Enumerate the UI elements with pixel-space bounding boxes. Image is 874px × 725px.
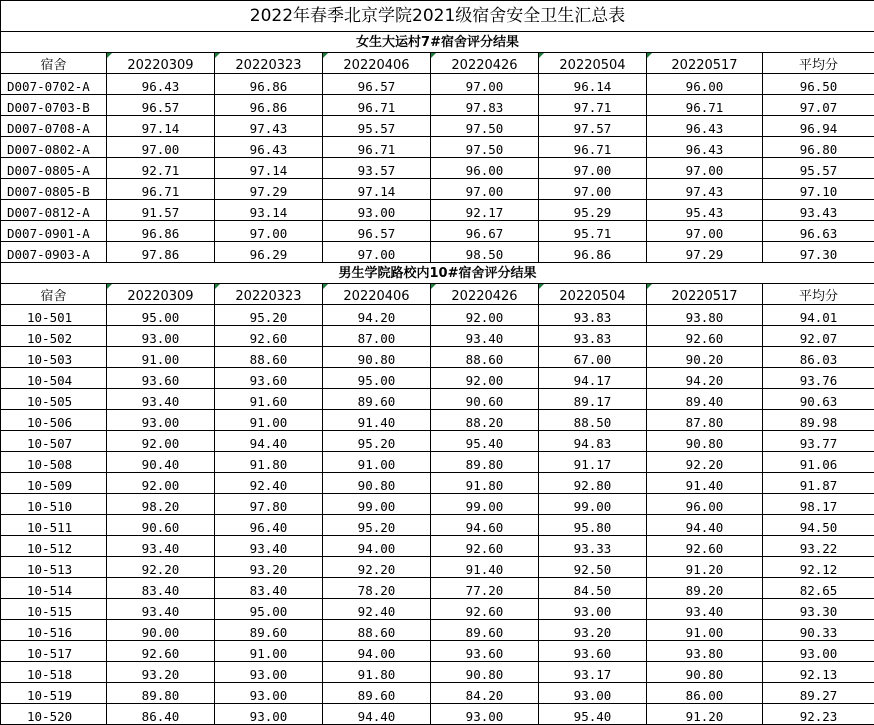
score-cell: 94.20 bbox=[323, 305, 431, 326]
score-cell: 96.71 bbox=[539, 137, 647, 158]
score-cell: 95.29 bbox=[539, 200, 647, 221]
table-row bbox=[1, 641, 874, 662]
average-cell: 92.23 bbox=[763, 704, 874, 725]
score-cell: 67.00 bbox=[539, 347, 647, 368]
section-header-row bbox=[1, 263, 874, 284]
column-header-date: 20220323 bbox=[215, 53, 323, 74]
room-cell: D007-0702-A bbox=[1, 74, 107, 95]
score-cell: 93.17 bbox=[539, 662, 647, 683]
room-cell: 10-519 bbox=[1, 683, 107, 704]
room-cell: D007-0703-B bbox=[1, 95, 107, 116]
score-cell: 83.40 bbox=[215, 578, 323, 599]
score-cell: 96.86 bbox=[215, 74, 323, 95]
score-cell: 89.80 bbox=[107, 683, 215, 704]
room-cell: D007-0802-A bbox=[1, 137, 107, 158]
column-header-date: 20220406 bbox=[323, 284, 431, 305]
score-cell: 91.80 bbox=[431, 473, 539, 494]
column-header-date: 20220309 bbox=[107, 53, 215, 74]
score-cell: 92.00 bbox=[107, 473, 215, 494]
score-cell: 97.00 bbox=[539, 179, 647, 200]
score-cell: 91.20 bbox=[647, 704, 763, 725]
score-cell: 92.17 bbox=[431, 200, 539, 221]
score-cell: 96.00 bbox=[647, 494, 763, 515]
score-cell: 87.80 bbox=[647, 410, 763, 431]
section-title: 男生学院路校内10#宿舍评分结果 bbox=[1, 263, 874, 284]
score-cell: 93.40 bbox=[107, 536, 215, 557]
score-cell: 92.20 bbox=[107, 557, 215, 578]
room-cell: 10-516 bbox=[1, 620, 107, 641]
table-row bbox=[1, 515, 874, 536]
average-cell: 90.33 bbox=[763, 620, 874, 641]
score-cell: 95.00 bbox=[215, 599, 323, 620]
room-cell: 10-518 bbox=[1, 662, 107, 683]
score-cell: 90.80 bbox=[323, 473, 431, 494]
score-cell: 93.80 bbox=[647, 305, 763, 326]
score-cell: 97.86 bbox=[107, 242, 215, 263]
score-cell: 89.20 bbox=[647, 578, 763, 599]
score-cell: 92.80 bbox=[539, 473, 647, 494]
score-cell: 99.00 bbox=[431, 494, 539, 515]
column-header-room: 宿舍 bbox=[1, 53, 107, 74]
score-cell: 94.83 bbox=[539, 431, 647, 452]
column-header-date: 20220504 bbox=[539, 53, 647, 74]
average-cell: 82.65 bbox=[763, 578, 874, 599]
table-row bbox=[1, 200, 874, 221]
table-row bbox=[1, 410, 874, 431]
score-cell: 91.40 bbox=[323, 410, 431, 431]
score-cell: 94.40 bbox=[323, 704, 431, 725]
column-header-date: 20220406 bbox=[323, 53, 431, 74]
average-cell: 94.01 bbox=[763, 305, 874, 326]
score-cell: 77.20 bbox=[431, 578, 539, 599]
score-cell: 94.17 bbox=[539, 368, 647, 389]
average-cell: 93.22 bbox=[763, 536, 874, 557]
room-cell: 10-501 bbox=[1, 305, 107, 326]
score-cell: 95.40 bbox=[539, 704, 647, 725]
score-cell: 96.71 bbox=[647, 95, 763, 116]
table-row bbox=[1, 578, 874, 599]
average-cell: 98.17 bbox=[763, 494, 874, 515]
table-row bbox=[1, 137, 874, 158]
score-cell: 97.71 bbox=[539, 95, 647, 116]
average-cell: 90.63 bbox=[763, 389, 874, 410]
table-row bbox=[1, 158, 874, 179]
room-cell: 10-507 bbox=[1, 431, 107, 452]
score-cell: 92.50 bbox=[539, 557, 647, 578]
score-cell: 96.57 bbox=[323, 74, 431, 95]
score-cell: 93.40 bbox=[215, 536, 323, 557]
table-row bbox=[1, 389, 874, 410]
average-cell: 93.77 bbox=[763, 431, 874, 452]
score-cell: 96.71 bbox=[323, 95, 431, 116]
average-cell: 92.07 bbox=[763, 326, 874, 347]
room-cell: 10-510 bbox=[1, 494, 107, 515]
score-cell: 93.00 bbox=[107, 326, 215, 347]
score-cell: 91.17 bbox=[539, 452, 647, 473]
score-cell: 93.60 bbox=[107, 368, 215, 389]
score-cell: 92.60 bbox=[647, 326, 763, 347]
score-cell: 93.33 bbox=[539, 536, 647, 557]
average-cell: 92.13 bbox=[763, 662, 874, 683]
column-header-date: 20220426 bbox=[431, 53, 539, 74]
score-cell: 94.20 bbox=[647, 368, 763, 389]
table-row bbox=[1, 620, 874, 641]
score-cell: 92.60 bbox=[431, 599, 539, 620]
score-cell: 92.00 bbox=[107, 431, 215, 452]
table-row bbox=[1, 74, 874, 95]
table-row bbox=[1, 221, 874, 242]
score-cell: 93.00 bbox=[431, 704, 539, 725]
score-cell: 93.00 bbox=[539, 683, 647, 704]
room-cell: 10-505 bbox=[1, 389, 107, 410]
score-cell: 97.29 bbox=[647, 242, 763, 263]
score-cell: 94.00 bbox=[323, 641, 431, 662]
score-cell: 92.40 bbox=[323, 599, 431, 620]
table-row bbox=[1, 452, 874, 473]
score-cell: 95.40 bbox=[431, 431, 539, 452]
column-header-room: 宿舍 bbox=[1, 284, 107, 305]
score-cell: 91.20 bbox=[647, 557, 763, 578]
column-header-date: 20220517 bbox=[647, 53, 763, 74]
room-cell: D007-0805-A bbox=[1, 158, 107, 179]
score-cell: 97.00 bbox=[107, 137, 215, 158]
column-header-average: 平均分 bbox=[763, 284, 874, 305]
room-cell: 10-502 bbox=[1, 326, 107, 347]
score-cell: 93.00 bbox=[107, 410, 215, 431]
score-cell: 96.43 bbox=[215, 137, 323, 158]
room-cell: D007-0903-A bbox=[1, 242, 107, 263]
score-cell: 89.40 bbox=[647, 389, 763, 410]
score-cell: 92.60 bbox=[107, 641, 215, 662]
room-cell: D007-0901-A bbox=[1, 221, 107, 242]
room-cell: 10-508 bbox=[1, 452, 107, 473]
score-cell: 92.00 bbox=[431, 368, 539, 389]
column-header-date: 20220309 bbox=[107, 284, 215, 305]
average-cell: 89.98 bbox=[763, 410, 874, 431]
room-cell: D007-0805-B bbox=[1, 179, 107, 200]
score-cell: 96.86 bbox=[107, 221, 215, 242]
average-cell: 94.50 bbox=[763, 515, 874, 536]
score-cell: 93.20 bbox=[107, 662, 215, 683]
score-cell: 93.20 bbox=[539, 620, 647, 641]
section-header-row bbox=[1, 32, 874, 53]
score-cell: 93.00 bbox=[215, 683, 323, 704]
score-cell: 97.00 bbox=[323, 242, 431, 263]
score-cell: 97.83 bbox=[431, 95, 539, 116]
score-cell: 78.20 bbox=[323, 578, 431, 599]
score-cell: 88.60 bbox=[323, 620, 431, 641]
score-cell: 97.57 bbox=[539, 116, 647, 137]
score-cell: 84.50 bbox=[539, 578, 647, 599]
table-row bbox=[1, 347, 874, 368]
average-cell: 93.30 bbox=[763, 599, 874, 620]
score-cell: 97.50 bbox=[431, 116, 539, 137]
room-cell: 10-511 bbox=[1, 515, 107, 536]
score-cell: 98.50 bbox=[431, 242, 539, 263]
score-cell: 93.80 bbox=[647, 641, 763, 662]
room-cell: D007-0812-A bbox=[1, 200, 107, 221]
score-cell: 92.40 bbox=[215, 473, 323, 494]
score-cell: 91.40 bbox=[431, 557, 539, 578]
table-row bbox=[1, 95, 874, 116]
average-cell: 95.57 bbox=[763, 158, 874, 179]
score-cell: 93.83 bbox=[539, 326, 647, 347]
score-cell: 97.29 bbox=[215, 179, 323, 200]
score-cell: 89.60 bbox=[323, 683, 431, 704]
section-title: 女生大运村7#宿舍评分结果 bbox=[1, 32, 874, 53]
room-cell: 10-520 bbox=[1, 704, 107, 725]
score-cell: 96.67 bbox=[431, 221, 539, 242]
average-cell: 93.00 bbox=[763, 641, 874, 662]
average-cell: 96.50 bbox=[763, 74, 874, 95]
sheet-title: 2022年春季北京学院2021级宿舍安全卫生汇总表 bbox=[1, 1, 874, 32]
average-cell: 97.07 bbox=[763, 95, 874, 116]
average-cell: 91.87 bbox=[763, 473, 874, 494]
score-cell: 93.60 bbox=[215, 368, 323, 389]
column-header-row bbox=[1, 53, 874, 74]
score-cell: 92.60 bbox=[647, 536, 763, 557]
score-cell: 91.00 bbox=[107, 347, 215, 368]
score-cell: 98.20 bbox=[107, 494, 215, 515]
score-cell: 93.83 bbox=[539, 305, 647, 326]
score-cell: 92.71 bbox=[107, 158, 215, 179]
score-cell: 90.60 bbox=[431, 389, 539, 410]
column-header-date: 20220323 bbox=[215, 284, 323, 305]
score-cell: 95.00 bbox=[107, 305, 215, 326]
table-row bbox=[1, 683, 874, 704]
score-cell: 92.60 bbox=[431, 536, 539, 557]
score-cell: 95.20 bbox=[215, 305, 323, 326]
score-cell: 90.40 bbox=[107, 452, 215, 473]
score-cell: 96.43 bbox=[107, 74, 215, 95]
score-cell: 96.14 bbox=[539, 74, 647, 95]
table-row bbox=[1, 599, 874, 620]
score-cell: 93.40 bbox=[107, 389, 215, 410]
score-cell: 91.00 bbox=[323, 452, 431, 473]
score-cell: 88.60 bbox=[215, 347, 323, 368]
room-cell: 10-503 bbox=[1, 347, 107, 368]
room-cell: D007-0708-A bbox=[1, 116, 107, 137]
score-cell: 97.00 bbox=[647, 221, 763, 242]
score-cell: 94.00 bbox=[323, 536, 431, 557]
average-cell: 96.94 bbox=[763, 116, 874, 137]
score-cell: 96.43 bbox=[647, 137, 763, 158]
score-cell: 92.20 bbox=[647, 452, 763, 473]
score-cell: 93.60 bbox=[431, 641, 539, 662]
score-cell: 95.43 bbox=[647, 200, 763, 221]
score-cell: 96.71 bbox=[323, 137, 431, 158]
score-cell: 96.43 bbox=[647, 116, 763, 137]
average-cell: 89.27 bbox=[763, 683, 874, 704]
score-cell: 87.00 bbox=[323, 326, 431, 347]
score-cell: 94.40 bbox=[215, 431, 323, 452]
score-cell: 91.00 bbox=[215, 641, 323, 662]
score-cell: 88.60 bbox=[431, 347, 539, 368]
score-cell: 96.57 bbox=[107, 95, 215, 116]
table-row bbox=[1, 305, 874, 326]
score-cell: 99.00 bbox=[539, 494, 647, 515]
score-cell: 90.00 bbox=[107, 620, 215, 641]
score-cell: 88.50 bbox=[539, 410, 647, 431]
score-cell: 95.71 bbox=[539, 221, 647, 242]
table-row bbox=[1, 536, 874, 557]
score-cell: 93.40 bbox=[647, 599, 763, 620]
score-cell: 89.80 bbox=[431, 452, 539, 473]
score-cell: 90.80 bbox=[647, 431, 763, 452]
score-cell: 90.80 bbox=[431, 662, 539, 683]
score-cell: 95.20 bbox=[323, 515, 431, 536]
score-cell: 97.14 bbox=[323, 179, 431, 200]
score-cell: 93.00 bbox=[215, 662, 323, 683]
average-cell: 96.63 bbox=[763, 221, 874, 242]
table-row bbox=[1, 326, 874, 347]
score-cell: 94.40 bbox=[647, 515, 763, 536]
room-cell: 10-513 bbox=[1, 557, 107, 578]
score-cell: 96.00 bbox=[431, 158, 539, 179]
score-cell: 89.60 bbox=[323, 389, 431, 410]
room-cell: 10-512 bbox=[1, 536, 107, 557]
score-cell: 93.00 bbox=[539, 599, 647, 620]
score-cell: 84.20 bbox=[431, 683, 539, 704]
score-cell: 96.40 bbox=[215, 515, 323, 536]
room-cell: 10-506 bbox=[1, 410, 107, 431]
score-cell: 89.60 bbox=[215, 620, 323, 641]
room-cell: 10-514 bbox=[1, 578, 107, 599]
score-cell: 95.20 bbox=[323, 431, 431, 452]
score-cell: 92.00 bbox=[431, 305, 539, 326]
score-cell: 97.00 bbox=[431, 74, 539, 95]
score-cell: 92.60 bbox=[215, 326, 323, 347]
score-cell: 91.60 bbox=[215, 389, 323, 410]
score-cell: 83.40 bbox=[107, 578, 215, 599]
average-cell: 93.76 bbox=[763, 368, 874, 389]
score-cell: 97.14 bbox=[215, 158, 323, 179]
score-cell: 86.40 bbox=[107, 704, 215, 725]
score-cell: 93.20 bbox=[215, 557, 323, 578]
average-cell: 97.30 bbox=[763, 242, 874, 263]
score-cell: 96.57 bbox=[323, 221, 431, 242]
score-cell: 93.00 bbox=[323, 200, 431, 221]
score-cell: 93.00 bbox=[215, 704, 323, 725]
room-cell: 10-509 bbox=[1, 473, 107, 494]
score-cell: 89.60 bbox=[431, 620, 539, 641]
score-cell: 92.20 bbox=[323, 557, 431, 578]
score-cell: 91.80 bbox=[215, 452, 323, 473]
column-header-date: 20220504 bbox=[539, 284, 647, 305]
score-cell: 93.57 bbox=[323, 158, 431, 179]
score-cell: 93.60 bbox=[539, 641, 647, 662]
score-cell: 91.80 bbox=[323, 662, 431, 683]
average-cell: 92.12 bbox=[763, 557, 874, 578]
table-row bbox=[1, 431, 874, 452]
column-header-date: 20220426 bbox=[431, 284, 539, 305]
score-cell: 97.43 bbox=[215, 116, 323, 137]
score-cell: 93.40 bbox=[431, 326, 539, 347]
score-cell: 95.57 bbox=[323, 116, 431, 137]
score-cell: 97.00 bbox=[647, 158, 763, 179]
room-cell: 10-517 bbox=[1, 641, 107, 662]
score-cell: 94.60 bbox=[431, 515, 539, 536]
score-cell: 96.86 bbox=[539, 242, 647, 263]
score-cell: 93.40 bbox=[107, 599, 215, 620]
average-cell: 91.06 bbox=[763, 452, 874, 473]
average-cell: 96.80 bbox=[763, 137, 874, 158]
column-header-average: 平均分 bbox=[763, 53, 874, 74]
score-cell: 96.29 bbox=[215, 242, 323, 263]
score-cell: 99.00 bbox=[323, 494, 431, 515]
score-cell: 93.14 bbox=[215, 200, 323, 221]
average-cell: 86.03 bbox=[763, 347, 874, 368]
score-cell: 97.14 bbox=[107, 116, 215, 137]
column-header-row bbox=[1, 284, 874, 305]
score-cell: 96.86 bbox=[215, 95, 323, 116]
score-cell: 96.00 bbox=[647, 74, 763, 95]
table-row bbox=[1, 662, 874, 683]
score-cell: 97.50 bbox=[431, 137, 539, 158]
average-cell: 97.10 bbox=[763, 179, 874, 200]
score-cell: 97.00 bbox=[431, 179, 539, 200]
score-cell: 97.43 bbox=[647, 179, 763, 200]
score-cell: 97.00 bbox=[215, 221, 323, 242]
table-row bbox=[1, 494, 874, 515]
score-cell: 89.17 bbox=[539, 389, 647, 410]
score-cell: 90.60 bbox=[107, 515, 215, 536]
score-cell: 96.71 bbox=[107, 179, 215, 200]
score-cell: 88.20 bbox=[431, 410, 539, 431]
score-cell: 95.00 bbox=[323, 368, 431, 389]
score-cell: 90.80 bbox=[647, 662, 763, 683]
score-cell: 91.00 bbox=[647, 620, 763, 641]
room-cell: 10-515 bbox=[1, 599, 107, 620]
score-cell: 97.80 bbox=[215, 494, 323, 515]
score-cell: 91.40 bbox=[647, 473, 763, 494]
table-row bbox=[1, 704, 874, 725]
table-row bbox=[1, 116, 874, 137]
score-cell: 91.57 bbox=[107, 200, 215, 221]
score-cell: 97.00 bbox=[539, 158, 647, 179]
score-cell: 91.00 bbox=[215, 410, 323, 431]
score-cell: 86.00 bbox=[647, 683, 763, 704]
room-cell: 10-504 bbox=[1, 368, 107, 389]
average-cell: 93.43 bbox=[763, 200, 874, 221]
table-row bbox=[1, 179, 874, 200]
column-header-date: 20220517 bbox=[647, 284, 763, 305]
score-cell: 95.80 bbox=[539, 515, 647, 536]
table-row bbox=[1, 473, 874, 494]
table-row bbox=[1, 242, 874, 263]
table-row bbox=[1, 368, 874, 389]
score-cell: 90.20 bbox=[647, 347, 763, 368]
score-cell: 90.80 bbox=[323, 347, 431, 368]
table-row bbox=[1, 557, 874, 578]
